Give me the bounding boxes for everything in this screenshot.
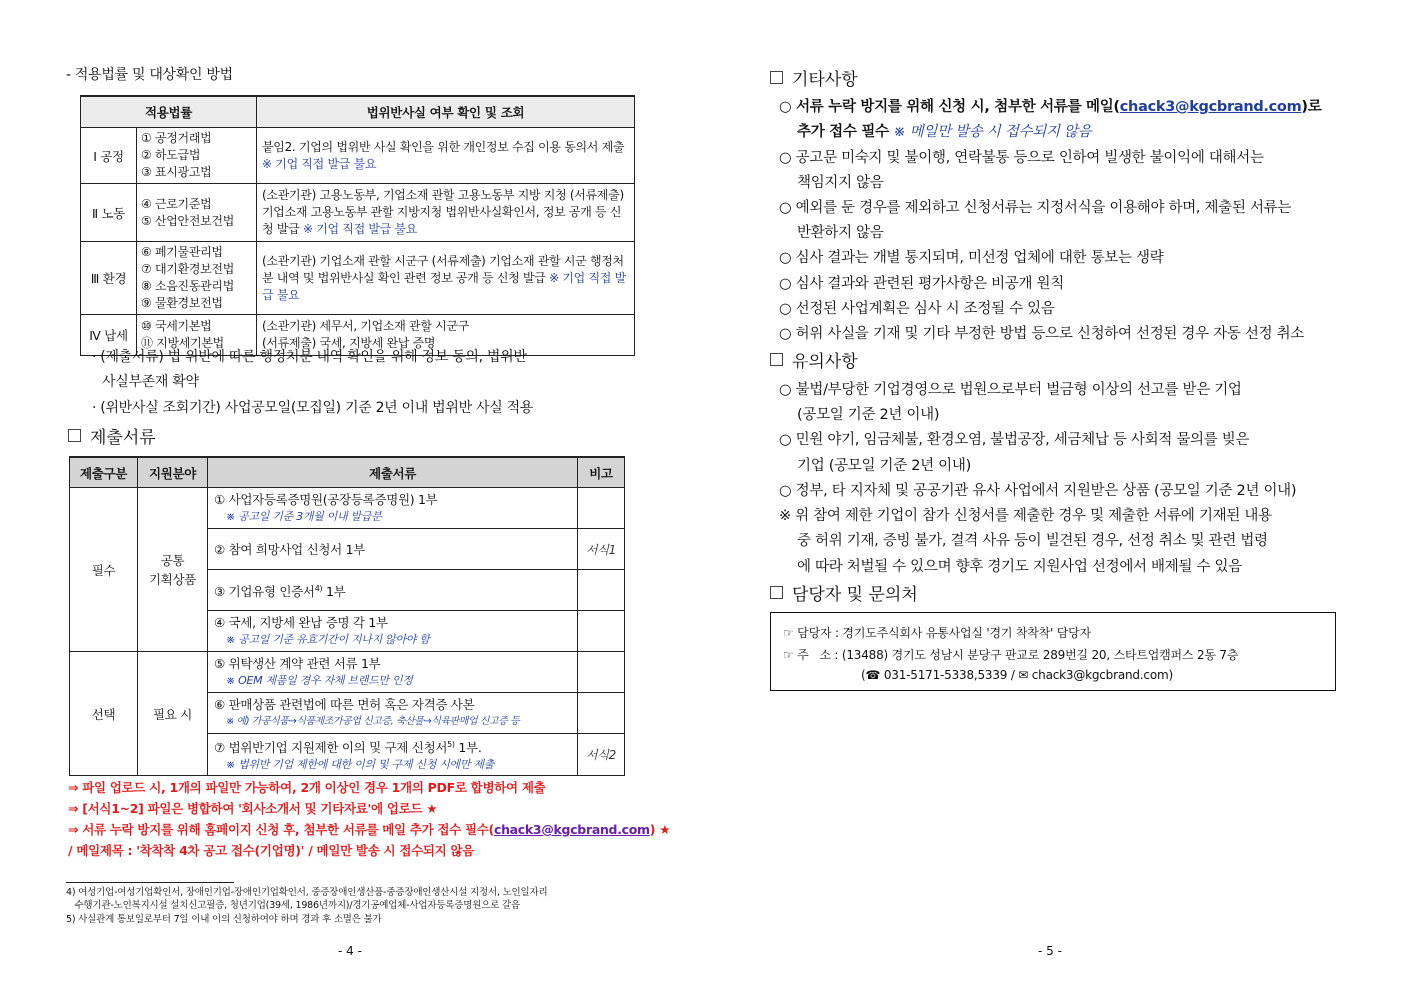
section-etc-label: 기타사항 bbox=[792, 70, 858, 90]
etc-item: ○ 심사 결과는 개별 통지되며, 미선정 업체에 대한 통보는 생략 bbox=[779, 250, 1164, 266]
law-list bbox=[137, 184, 257, 242]
law-item: ① 공정거래법 bbox=[141, 131, 212, 145]
docs-field-common bbox=[138, 488, 208, 652]
table-row bbox=[70, 652, 625, 693]
law-header-check: 법위반사실 여부 확인 및 조회 bbox=[257, 96, 635, 128]
etc-item: ○ 허위 사실을 기재 및 기타 부정한 방법 등으로 신청하여 선정된 경우 자동 선정 취소 bbox=[779, 326, 1305, 342]
section-docs-label: 제출서류 bbox=[90, 428, 156, 448]
doc-remark: 서식1 bbox=[578, 529, 625, 570]
law-item: ④ 근로기준법 bbox=[141, 196, 212, 211]
doc-item bbox=[208, 488, 578, 529]
caution-item: ○ 민원 야기, 임금체불, 환경오염, 불법공장, 세금체납 등 사회적 물의를 빚은 bbox=[779, 432, 1250, 448]
caution-item: 중 허위 기재, 증빙 불가, 결격 사유 등이 빌견된 경우, 선정 취소 및 관련 법령 bbox=[797, 533, 1268, 549]
law-desc-note: ※ 기업 직접 발급 불요 bbox=[302, 222, 418, 236]
etc-item-tail: )로 bbox=[1301, 99, 1322, 115]
law-item: ② 하도급법 bbox=[141, 148, 201, 162]
etc-item: 책임지지 않음 bbox=[797, 175, 884, 191]
law-intro: - 적용법률 및 대상확인 방법 bbox=[66, 67, 233, 83]
section-contact-title bbox=[770, 580, 918, 605]
red-note bbox=[68, 820, 670, 838]
field-line: 기획상품 bbox=[148, 571, 197, 587]
email-link[interactable]: chack3@kgcbrand.com bbox=[1119, 99, 1302, 115]
contact-address: ☞ 주 소 : (13488) 경기도 성남시 분당구 판교로 289번길 20, 스타트업캠퍼스 2동 7층 bbox=[783, 648, 1239, 662]
etc-item: ○ 심사 결과와 관련된 평가사항은 비공개 원칙 bbox=[779, 276, 1064, 292]
law-list bbox=[137, 128, 257, 184]
law-desc-text: (소관기관) 세무서, 기업소재 관할 시군구 bbox=[262, 319, 470, 333]
doc-item bbox=[208, 734, 578, 776]
law-category: Ⅱ 노동 bbox=[81, 184, 137, 242]
caution-item: ○ 정부, 타 지자체 및 공공기관 유사 사업에서 지원받은 상품 (공모일 기준 2년 이내) bbox=[779, 483, 1297, 499]
doc-note: ※ OEM 제품일 경우 자체 브랜드만 인정 bbox=[226, 674, 413, 687]
law-item: ⑤ 산업안전보건법 bbox=[141, 213, 235, 228]
law-category: Ⅲ 환경 bbox=[81, 242, 137, 315]
footnote: 4) 여성기업-여성기업확인서, 장애인기업-장애인기업확인서, 중증장애인생산품-중증장애인생산시설 지정서, 노인일자리 bbox=[66, 887, 548, 898]
docs-header-docs: 제출서류 bbox=[208, 457, 578, 488]
section-caution-label: 유의사항 bbox=[792, 352, 858, 372]
footnote-ref: 5) bbox=[447, 740, 455, 749]
doc-text: ① 사업자등록증명원(공장등록증명원) 1부 bbox=[214, 492, 438, 507]
checkbox-square-icon bbox=[770, 71, 783, 84]
law-item: ⑥ 폐기물관리법 bbox=[141, 245, 223, 259]
doc-remark bbox=[578, 693, 625, 734]
note-line: 사실부존재 확약 bbox=[102, 374, 199, 390]
doc-remark bbox=[578, 488, 625, 529]
table-row bbox=[81, 242, 635, 315]
section-caution-title bbox=[770, 347, 858, 372]
docs-type-required: 필수 bbox=[70, 488, 138, 652]
law-desc bbox=[257, 184, 635, 242]
doc-note: ※ 예) 가공식품→식품제조가공업 신고증, 축산물→식육판매업 신고증 등 bbox=[226, 716, 520, 727]
doc-text-tail: 1부 bbox=[322, 584, 346, 600]
table-row bbox=[81, 128, 635, 184]
docs-table bbox=[69, 456, 625, 776]
page-left bbox=[0, 0, 701, 992]
etc-item bbox=[779, 95, 1321, 116]
checkbox-square-icon bbox=[68, 429, 81, 442]
doc-item bbox=[208, 652, 578, 693]
section-contact-label: 담당자 및 문의처 bbox=[792, 585, 918, 605]
checkbox-square-icon bbox=[770, 586, 783, 599]
law-item: ③ 표시광고법 bbox=[141, 165, 212, 179]
footnote: 5) 사실관계 통보일로부터 7일 이내 이의 신청하여야 하며 경과 후 소멸은 불가 bbox=[66, 914, 382, 925]
law-list bbox=[137, 242, 257, 315]
docs-type-optional: 선택 bbox=[70, 652, 138, 776]
red-note-text: ⇒ 서류 누락 방지를 위해 홈페이지 신청 후, 첨부한 서류를 메일 추가 접수 필수( bbox=[68, 822, 494, 837]
law-category: Ⅳ 납세 bbox=[81, 315, 137, 356]
caution-item: ※ 위 참여 제한 기업이 참가 신청서를 제출한 경우 및 제출한 서류에 기재된 내용 bbox=[779, 508, 1272, 524]
table-row bbox=[70, 488, 625, 529]
law-category: Ⅰ 공정 bbox=[81, 128, 137, 184]
footnote-ref: 4) bbox=[314, 583, 323, 593]
footnote: 수행기관-노인복지시설 설치신고필증, 청년기업(39세, 1986년까지)/경기공예업체-사업자등록증명원으로 갈음 bbox=[66, 900, 520, 911]
email-link[interactable]: chack3@kgcbrand.com bbox=[493, 822, 650, 837]
etc-item-text: 추가 접수 필수 bbox=[797, 124, 894, 140]
law-desc-text: (서류제출) 국세, 지방세 완납 증명 bbox=[262, 336, 436, 350]
law-desc-text: (소관기관) 기업소재 관할 시군구 (서류제출) 기업소재 관할 시군 행정처분 내역 및 법위반사실 확인 관련 정보 공개 등 신청 발급 bbox=[262, 253, 624, 285]
checkbox-square-icon bbox=[770, 353, 783, 366]
doc-note: ※ 공고일 기준 유효기간이 지나지 않아야 함 bbox=[226, 633, 430, 646]
caution-item: 에 따라 처벌될 수 있으며 향후 경기도 지원사업 선정에서 배제될 수 있음 bbox=[797, 559, 1242, 575]
etc-item: ○ 선정된 사업계획은 심사 시 조정될 수 있음 bbox=[779, 301, 1055, 317]
law-item: ⑪ 지방세기본법 bbox=[141, 336, 224, 350]
doc-item bbox=[208, 570, 578, 611]
law-table bbox=[80, 95, 635, 356]
note-line: · (제출서류) 법 위반에 따른 행정처분 내역 확인을 위해 정보 동의, 법위반 bbox=[92, 349, 527, 365]
docs-field-optional: 필요 시 bbox=[138, 652, 208, 776]
law-item: ⑧ 소음진동관리법 bbox=[141, 279, 235, 293]
note-line: · (위반사실 조회기간) 사업공모일(모집일) 기준 2년 이내 법위반 사실 적용 bbox=[92, 400, 534, 416]
table-row bbox=[81, 184, 635, 242]
section-etc-title bbox=[770, 65, 858, 90]
red-note: / 메일제목 : '착착착 4차 공고 접수(기업명)' / 메일만 발송 시 접수되지 않음 bbox=[68, 843, 475, 858]
etc-item-text: ○ 서류 누락 방지를 위해 신청 시, 첨부한 서류를 메일( bbox=[779, 99, 1120, 115]
law-desc-text: (소관기관) 고용노동부, 기업소재 관할 고용노동부 지방 지청 (서류제출) 기업소재 고용노동부 관할 지방지청 법위반사실확인서, 정보 공개 등 신청 발급 bbox=[262, 188, 624, 236]
page-number: - 4 - bbox=[338, 944, 362, 958]
footnote-divider bbox=[66, 882, 234, 883]
doc-remark bbox=[578, 611, 625, 652]
caution-item: 기업 (공모일 기준 2년 이내) bbox=[797, 458, 971, 474]
doc-text: ⑥ 판매상품 관련법에 따른 면허 혹은 자격증 사본 bbox=[214, 697, 475, 712]
doc-remark bbox=[578, 652, 625, 693]
docs-header-remark: 비고 bbox=[578, 457, 625, 488]
doc-remark: 서식2 bbox=[578, 734, 625, 776]
doc-item bbox=[208, 693, 578, 734]
law-item: ⑨ 물환경보전법 bbox=[141, 296, 223, 310]
contact-phone-email[interactable]: (☎ 031-5171-5338,5339 / ✉ chack3@kgcbrand.com) bbox=[861, 668, 1173, 682]
law-desc bbox=[257, 128, 635, 184]
doc-text-tail: 1부. bbox=[454, 740, 482, 756]
etc-item: ○ 예외를 둔 경우를 제외하고 신청서류는 지정서식을 이용해야 하며, 제출된 서류는 bbox=[779, 200, 1292, 216]
etc-item: 반환하지 않음 bbox=[797, 225, 884, 241]
law-item: ⑦ 대기환경보전법 bbox=[141, 262, 235, 276]
doc-note: ※ 공고일 기준 3개월 이내 발급분 bbox=[226, 510, 382, 523]
etc-item bbox=[797, 120, 1091, 141]
etc-item: ○ 공고문 미숙지 및 불이행, 연락불통 등으로 인하여 빌생한 불이익에 대해서는 bbox=[779, 150, 1264, 166]
law-desc-note: ※ 기업 직접 발급 불요 bbox=[262, 156, 377, 171]
contact-box bbox=[770, 612, 1336, 691]
doc-text: ② 참여 희망사업 신청서 1부 bbox=[214, 541, 366, 557]
red-note: ⇒ [서식1~2] 파일은 병합하여 '회사소개서 및 기타자료'에 업로드 ★ bbox=[68, 801, 438, 816]
law-desc-note: ※ 기업 직접 발급 불요 bbox=[262, 270, 626, 302]
doc-remark bbox=[578, 570, 625, 611]
doc-text: ⑦ 법위반기업 지원제한 이의 및 구제 신청서 bbox=[214, 740, 448, 756]
doc-text: ⑤ 위탁생산 계약 관련 서류 1부 bbox=[214, 656, 381, 671]
doc-text: ③ 기업유형 인증서 bbox=[214, 584, 315, 600]
etc-item-note: ※ 메일만 발송 시 접수되지 않음 bbox=[893, 124, 1092, 140]
law-desc bbox=[257, 242, 635, 315]
doc-item bbox=[208, 611, 578, 652]
doc-note: ※ 법위반 기업 제한에 대한 이의 및 구제 신청 시에만 제출 bbox=[226, 758, 495, 772]
law-item: ⑩ 국세기본법 bbox=[141, 319, 212, 333]
law-desc-text: 붙임2. 기업의 법위반 사실 확인을 위한 개인정보 수집 이용 동의서 제출 bbox=[262, 139, 625, 154]
doc-text: ④ 국세, 지방세 완납 증명 각 1부 bbox=[214, 615, 388, 630]
red-note: ⇒ 파일 업로드 시, 1개의 파일만 가능하여, 2개 이상인 경우 1개의 PDF로 합병하여 제출 bbox=[68, 780, 546, 795]
red-note-tail: ) ★ bbox=[649, 822, 671, 837]
field-line: 공통 bbox=[160, 552, 185, 568]
docs-header-type: 제출구분 bbox=[70, 457, 138, 488]
doc-item bbox=[208, 529, 578, 570]
law-header-law: 적용법률 bbox=[81, 96, 257, 128]
caution-item: (공모일 기준 2년 이내) bbox=[797, 407, 940, 423]
contact-person: ☞ 담당자 : 경기도주식회사 유통사업실 '경기 착착착' 담당자 bbox=[783, 626, 1091, 640]
caution-item: ○ 불법/부당한 기업경영으로 법원으로부터 벌금형 이상의 선고를 받은 기업 bbox=[779, 382, 1242, 398]
section-docs-title bbox=[68, 423, 156, 448]
docs-header-field: 지원분야 bbox=[138, 457, 208, 488]
page-number: - 5 - bbox=[1038, 944, 1062, 958]
